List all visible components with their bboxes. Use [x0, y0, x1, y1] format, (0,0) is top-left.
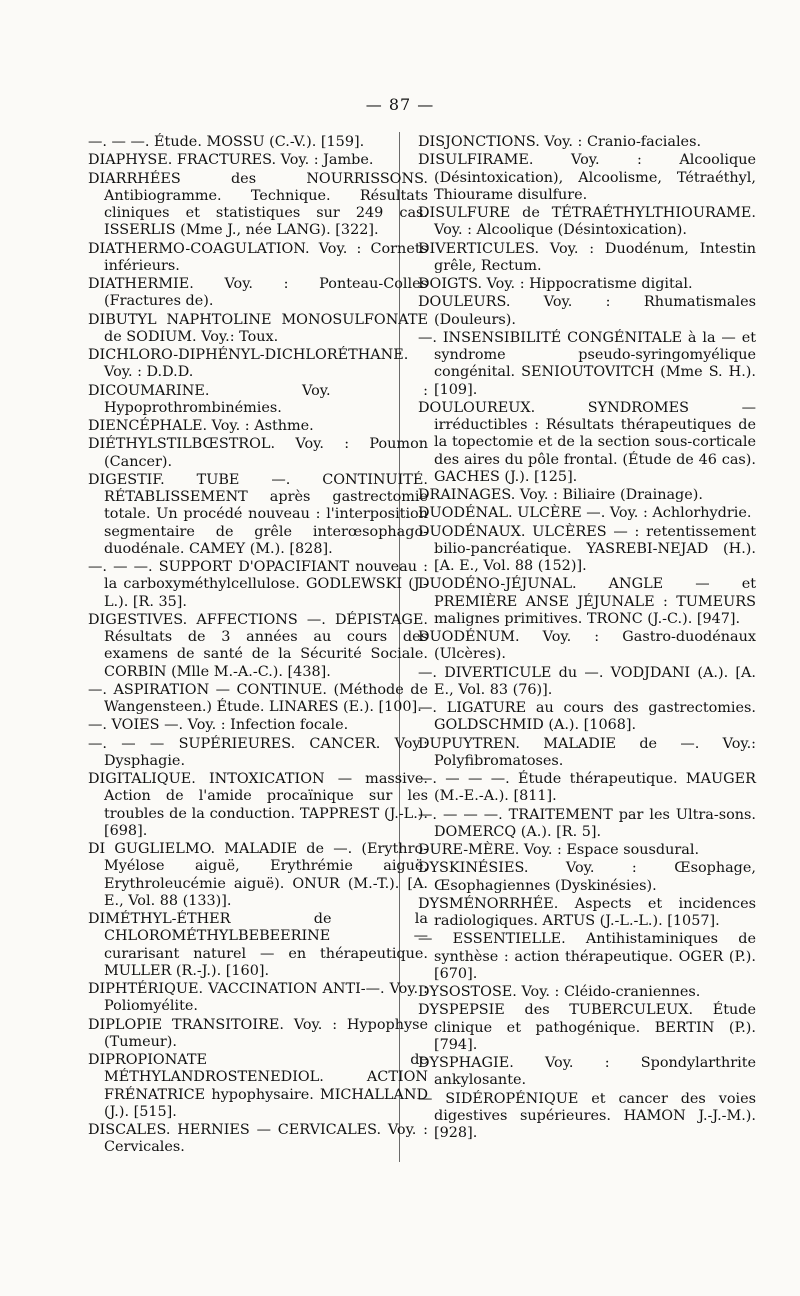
- index-entry: DOULOUREUX. SYNDROMES — irréductibles : Résultats thérapeutiques de la topectomie et de la section sous-corticale des aires du pôle frontal. (Étude de 46 cas). GACHES (J.). [125].: [418, 399, 756, 485]
- index-entry: DISULFURE de TÉTRAÉTHYLTHIOURAME. Voy. : Alcoolique (Désintoxication).: [418, 205, 756, 239]
- index-entry: DUODÉNO-JÉJUNAL. ANGLE — et PREMIÈRE ANSE JÉJUNALE : TUMEURS malignes primitives. TRONC (J.-C.). [947].: [418, 576, 756, 627]
- index-entry: —. ASPIRATION — CONTINUE. (Méthode de Wangensteen.) Étude. LINARES (E.). [100].: [88, 681, 428, 715]
- index-entry: DIPHTÉRIQUE. VACCINATION ANTI-—. Voy. : Poliomyélite.: [88, 981, 428, 1015]
- left-column: [88, 134, 428, 1158]
- index-entry: DIARRHÉES des NOURRISSONS. Antibiogramme. Technique. Résultats cliniques et statistiques sur 249 cas. ISSERLIS (Mme J., née LANG). [322].: [88, 170, 428, 239]
- index-entry: DIMÉTHYL-ÉTHER de la CHLOROMÉTHYLBEBEERINE — curarisant naturel — en thérapeutique. MULLER (R.-J.). [160].: [88, 911, 428, 979]
- page-number: — 87 —: [365, 95, 435, 114]
- index-entry: —. LIGATURE au cours des gastrectomies. GOLDSCHMID (A.). [1068].: [418, 700, 756, 734]
- index-entry: DIPROPIONATE de MÉTHYLANDROSTENEDIOL. ACTION FRÉNATRICE hypophysaire. MICHALLAND (J.). [515].: [88, 1052, 428, 1120]
- index-entry: —. — — —. TRAITEMENT par les Ultra-sons. DOMERCQ (A.). [R. 5].: [418, 806, 756, 840]
- index-entry: DYSOSTOSE. Voy. : Cléido-craniennes.: [418, 984, 701, 1000]
- index-entry: DIENCÉPHALE. Voy. : Asthme.: [88, 418, 314, 434]
- index-entry: DIÉTHYLSTILBŒSTROL. Voy. : Poumon (Cancer).: [88, 436, 428, 470]
- index-entry: DOULEURS. Voy. : Rhumatismales (Douleurs).: [418, 294, 756, 328]
- index-entry: DIBUTYL NAPHTOLINE MONOSULFONATE de SODIUM. Voy.: Toux.: [88, 311, 428, 345]
- index-entry: DUODÉNAUX. ULCÈRES — : retentissement bilio-pancréatique. YASREBI-NEJAD (H.). [A. E., Vol. 88 (152)].: [418, 523, 756, 574]
- index-entry: DIPLOPIE TRANSITOIRE. Voy. : Hypophyse (Tumeur).: [88, 1016, 428, 1050]
- index-entry: — SIDÉROPÉNIQUE et cancer des voies digestives supérieures. HAMON J.-J.-M.). [928].: [418, 1090, 756, 1141]
- index-entry: DYSKINÉSIES. Voy. : Œsophage, Œsophagiennes (Dyskinésies).: [418, 860, 756, 894]
- index-entry: DIATHERMIE. Voy. : Ponteau-Colles (Fractures de).: [88, 276, 428, 310]
- index-entry: DI GUGLIELMO. MALADIE de —. (Erythro-Myélose aiguë, Erythrémie aiguë, Erythroleucémie aiguë). ONUR (M.-T.). [A. E., Vol. 88 (133)].: [88, 841, 428, 909]
- index-entry: DIGESTIF. TUBE —. CONTINUITÉ. RÉTABLISSEMENT après gastrectomie totale. Un procédé nouveau : l'interposition segmentaire de grêle interœsophago-duodénale. CAMEY (M.). [828].: [88, 471, 428, 557]
- index-entry: DUPUYTREN. MALADIE de —. Voy.: Polyfibromatoses.: [418, 735, 756, 769]
- index-entry: DISCALES. HERNIES — CERVICALES. Voy. : Cervicales.: [88, 1122, 428, 1156]
- index-entry: —. INSENSIBILITÉ CONGÉNITALE à la — et syndrome pseudo-syringomyélique congénital. SENIOUTOVITCH (Mme S. H.). [109].: [418, 329, 756, 398]
- index-entry: —. VOIES —. Voy. : Infection focale.: [88, 717, 349, 734]
- index-entry: DYSPHAGIE. Voy. : Spondylarthrite ankylosante.: [418, 1055, 756, 1089]
- index-entry: DIAPHYSE. FRACTURES. Voy. : Jambe.: [88, 152, 374, 169]
- index-entry: —. — — —. Étude thérapeutique. MAUGER (M.-E.-A.). [811].: [418, 771, 756, 805]
- index-entry: DURE-MÈRE. Voy. : Espace sousdural.: [418, 842, 700, 858]
- index-entry: —. — —. SUPPORT D'OPACIFIANT nouveau : la carboxyméthylcellulose. GODLEWSKI (J.-L.). [R. 35].: [88, 559, 428, 610]
- index-entry: DIATHERMO-COAGULATION. Voy. : Cornets inférieurs.: [88, 240, 428, 274]
- index-entry: DIGITALIQUE. INTOXICATION — massive. Action de l'amide procaïnique sur les troubles de la conduction. TAPPREST (J.-L.). [698].: [88, 771, 428, 839]
- index-entry: DYSPEPSIE des TUBERCULEUX. Étude clinique et pathogénique. BERTIN (P.). [794].: [418, 1002, 756, 1053]
- index-entry: DIVERTICULES. Voy. : Duodénum, Intestin grêle, Rectum.: [418, 240, 756, 274]
- index-entry: DYSMÉNORRHÉE. Aspects et incidences radiologiques. ARTUS (J.-L.-L.). [1057].: [418, 895, 756, 929]
- index-entry: DIGESTIVES. AFFECTIONS —. DÉPISTAGE. Résultats de 3 années au cours des examens de santé de la Sécurité Sociale. CORBIN (Mlle M.-A.-C.). [438].: [88, 611, 428, 680]
- index-entry: — ESSENTIELLE. Antihistaminiques de synthèse : action thérapeutique. OGER (P.). [670].: [418, 931, 756, 982]
- right-column: [418, 134, 756, 1143]
- index-entry: DICOUMARINE. Voy. : Hypoprothrombinémies.: [88, 382, 428, 416]
- index-entry: DRAINAGES. Voy. : Biliaire (Drainage).: [418, 487, 703, 503]
- index-entry: DICHLORO-DIPHÉNYL-DICHLORÉTHANE. Voy. : D.D.D.: [88, 347, 409, 381]
- index-entry: DUODÉNAL. ULCÈRE —. Voy. : Achlorhydrie.: [418, 505, 752, 522]
- index-entry: DISULFIRAME. Voy. : Alcoolique (Désintoxication), Alcoolisme, Tétraéthyl, Thiourame disulfure.: [418, 152, 756, 203]
- index-entry: DOIGTS. Voy. : Hippocratisme digital.: [418, 276, 693, 292]
- index-entry: —. — — SUPÉRIEURES. CANCER. Voy.: Dysphagie.: [88, 735, 428, 769]
- index-entry: —. DIVERTICULE du —. VODJDANI (A.). [A. E., Vol. 83 (76)].: [418, 664, 756, 698]
- index-entry: DUODÉNUM. Voy. : Gastro-duodénaux (Ulcères).: [418, 629, 756, 663]
- index-entry: DISJONCTIONS. Voy. : Cranio-faciales.: [418, 134, 702, 150]
- index-entry: —. — —. Étude. MOSSU (C.-V.). [159].: [88, 134, 365, 150]
